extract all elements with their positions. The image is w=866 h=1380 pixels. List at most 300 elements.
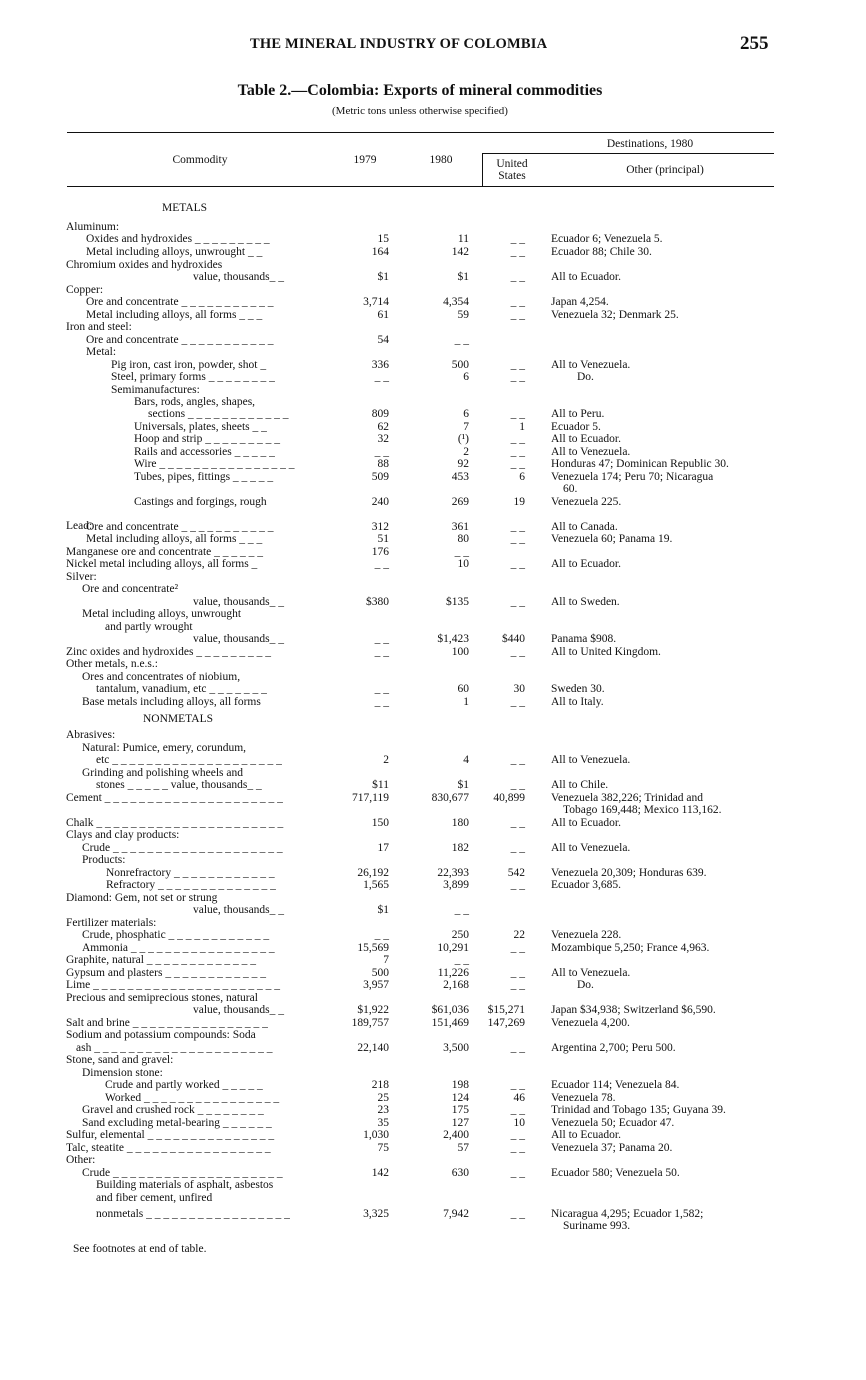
column-header-other-principal: Other (principal) [626,164,704,176]
value-1980: 182 [451,842,469,854]
value-1979: 75 [377,1142,389,1154]
value-1979: 312 [371,521,389,533]
commodity-label: Crude and partly worked _ _ _ _ _ [105,1079,263,1091]
value-1979: 164 [371,246,389,258]
value-1979: 500 [371,967,389,979]
value-united-states: _ _ [510,558,525,570]
value-other-destinations: All to Sweden. [551,596,620,608]
table-row [0,929,866,942]
table-row [0,633,866,646]
table-row [0,754,866,767]
value-1979: 26,192 [357,867,389,879]
value-other-destinations: Ecuador 580; Venezuela 50. [551,1167,680,1179]
value-1979: _ _ [374,683,389,695]
commodity-label: value, thousands_ _ [193,1004,285,1016]
value-1980: 10,291 [437,942,469,954]
value-1980: 10 [457,558,469,570]
value-1980: _ _ [454,904,469,916]
table-row [0,433,866,446]
value-united-states: 6 [519,471,525,483]
value-united-states: _ _ [510,371,525,383]
commodity-label: Sulfur, elemental _ _ _ _ _ _ _ _ _ _ _ _ _ _ _ [66,1129,275,1141]
commodity-label: Zinc oxides and hydroxides _ _ _ _ _ _ _ _ _ [66,646,272,658]
value-1979: 717,119 [352,792,389,804]
column-header-commodity: Commodity [172,154,228,166]
value-other-destinations: All to Venezuela. [551,754,631,766]
commodity-label: ash _ _ _ _ _ _ _ _ _ _ _ _ _ _ _ _ _ _ _ _ _ [76,1042,273,1054]
value-other-destinations: Sweden 30. [551,683,605,695]
commodity-label: Universals, plates, sheets _ _ [134,421,267,433]
value-1980: 4,354 [443,296,469,308]
commodity-label: Semimanufactures: [111,384,200,396]
commodity-label: Lead: [66,520,93,532]
commodity-label: Chalk _ _ _ _ _ _ _ _ _ _ _ _ _ _ _ _ _ _ _ _ _ _ [66,817,284,829]
commodity-label: stones _ _ _ _ _ value, thousands_ _ [96,779,262,791]
table-row [0,246,866,259]
table-row [0,558,866,571]
commodity-label: Crude _ _ _ _ _ _ _ _ _ _ _ _ _ _ _ _ _ _ _ _ [82,842,283,854]
value-other-destinations: All to Italy. [551,696,604,708]
value-united-states: _ _ [510,696,525,708]
value-other-destinations: Venezuela 60; Panama 19. [551,533,673,545]
value-1980: _ _ [454,954,469,966]
value-1980: 361 [451,521,469,533]
value-united-states: 19 [513,496,525,508]
value-united-states: 147,269 [487,1017,525,1029]
value-other-destinations: Venezuela 225. [551,496,622,508]
commodity-label: Castings and forgings, rough [134,496,267,508]
commodity-label: Ores and concentrates of niobium, [82,671,241,683]
commodity-label: Wire _ _ _ _ _ _ _ _ _ _ _ _ _ _ _ _ [134,458,295,470]
value-1979: 61 [377,309,389,321]
table-row [0,1220,866,1233]
commodity-label: Metal including alloys, all forms _ _ _ [86,309,263,321]
table-row [0,458,866,471]
table-row [0,1029,866,1042]
value-other-destinations: Venezuela 382,226; Trinidad and [551,792,704,804]
value-other-destinations: All to Ecuador. [551,271,621,283]
commodity-label: Ore and concentrate _ _ _ _ _ _ _ _ _ _ _ [86,521,274,533]
commodity-label: Base metals including alloys, all forms [82,696,261,708]
commodity-label: Stone, sand and gravel: [66,1054,174,1066]
value-united-states: _ _ [510,271,525,283]
value-1979: 218 [371,1079,389,1091]
value-other-destinations: All to Ecuador. [551,817,621,829]
value-united-states: 30 [513,683,525,695]
commodity-label: Other metals, n.e.s.: [66,658,158,670]
value-united-states: 1 [519,421,525,433]
value-1979: 7 [383,954,389,966]
commodity-label: value, thousands_ _ [193,271,285,283]
value-united-states: _ _ [510,779,525,791]
running-head: THE MINERAL INDUSTRY OF COLOMBIA [250,36,548,52]
commodity-label: Worked _ _ _ _ _ _ _ _ _ _ _ _ _ _ _ _ [105,1092,280,1104]
value-1980: 22,393 [437,867,469,879]
table-row [0,829,866,842]
commodity-label: Salt and brine _ _ _ _ _ _ _ _ _ _ _ _ _ _ _ _ [66,1017,268,1029]
value-1979: 3,957 [363,979,389,991]
commodity-label: tantalum, vanadium, etc _ _ _ _ _ _ _ [96,683,267,695]
commodity-label: Ore and concentrate² [82,583,179,595]
column-header-destinations: Destinations, 1980 [606,138,694,150]
commodity-label: Building materials of asphalt, asbestos [96,1179,274,1191]
table-row [0,658,866,671]
commodity-label: Diamond: Gem, not set or strung [66,892,218,904]
value-1980: $61,036 [431,1004,469,1016]
commodity-label: Gypsum and plasters _ _ _ _ _ _ _ _ _ _ _ _ [66,967,266,979]
value-1979: 51 [377,533,389,545]
value-1979: 22,140 [357,1042,389,1054]
table-row [0,1104,866,1117]
commodity-label: Metal: [86,346,117,358]
value-1980: 11,226 [437,967,469,979]
value-1979: _ _ [374,696,389,708]
value-united-states: _ _ [510,1104,525,1116]
value-united-states: _ _ [510,967,525,979]
column-header-united-states [484,158,540,182]
table-row [0,854,866,867]
value-united-states: _ _ [510,596,525,608]
value-united-states: _ _ [510,1142,525,1154]
value-1979: 1,565 [363,879,389,891]
commodity-label: Tubes, pipes, fittings _ _ _ _ _ [134,471,274,483]
table-row [0,1179,866,1192]
value-united-states: _ _ [510,458,525,470]
value-other-destinations: Do. [577,979,594,991]
table-title: Table 2.—Colombia: Exports of mineral commodities [237,82,603,99]
value-1980: 830,677 [431,792,469,804]
value-united-states: _ _ [510,533,525,545]
value-united-states: _ _ [510,521,525,533]
commodity-label: and partly wrought [105,621,193,633]
value-other-destinations: Do. [577,371,594,383]
commodity-label: Talc, steatite _ _ _ _ _ _ _ _ _ _ _ _ _ _ _ _ _ [66,1142,271,1154]
value-1979: 54 [377,334,389,346]
value-united-states: _ _ [510,754,525,766]
value-other-destinations: Suriname 993. [563,1220,631,1232]
table-row [0,683,866,696]
value-united-states: _ _ [510,233,525,245]
commodity-label: Bars, rods, angles, shapes, [134,396,256,408]
value-1979: 3,325 [363,1208,389,1220]
value-1979: 23 [377,1104,389,1116]
value-united-states: _ _ [510,1042,525,1054]
value-1979: 35 [377,1117,389,1129]
value-1980: 3,500 [443,1042,469,1054]
table-row [0,583,866,596]
value-1979: $1 [377,271,389,283]
value-1979: 2 [383,754,389,766]
value-united-states: _ _ [510,646,525,658]
value-other-destinations: Ecuador 5. [551,421,601,433]
value-1980: 57 [457,1142,469,1154]
table-row [0,729,866,742]
value-united-states: 22 [513,929,525,941]
value-1980: _ _ [454,546,469,558]
table-row [0,879,866,892]
commodity-label: Pig iron, cast iron, powder, shot _ [111,359,267,371]
table-row [0,321,866,334]
column-header-united-states-line1: United [496,158,528,170]
value-1979: _ _ [374,446,389,458]
commodity-label: Oxides and hydroxides _ _ _ _ _ _ _ _ _ [86,233,270,245]
table-row [0,979,866,992]
commodity-label: Copper: [66,284,104,296]
value-other-destinations: Venezuela 228. [551,929,622,941]
value-1980: 6 [463,408,469,420]
value-united-states: _ _ [510,1208,525,1220]
value-1980: 151,469 [431,1017,469,1029]
value-united-states: _ _ [510,408,525,420]
value-other-destinations: All to Venezuela. [551,446,631,458]
commodity-label: sections _ _ _ _ _ _ _ _ _ _ _ _ [148,408,289,420]
commodity-label: Ore and concentrate _ _ _ _ _ _ _ _ _ _ _ [86,334,274,346]
table-row [0,1129,866,1142]
commodity-label: Lime _ _ _ _ _ _ _ _ _ _ _ _ _ _ _ _ _ _ _ _ _ _ [66,979,281,991]
commodity-label: nonmetals _ _ _ _ _ _ _ _ _ _ _ _ _ _ _ _ _ [96,1208,290,1220]
value-other-destinations: Venezuela 32; Denmark 25. [551,309,679,321]
commodity-label: Ore and concentrate _ _ _ _ _ _ _ _ _ _ _ [86,296,274,308]
commodity-label: Silver: [66,571,97,583]
table-row [0,1079,866,1092]
united-states-column-divider [482,154,483,186]
value-1979: 809 [371,408,389,420]
table-row [0,296,866,309]
table-row [0,904,866,917]
value-united-states: _ _ [510,359,525,371]
table-row [0,496,866,509]
value-other-destinations: Japan 4,254. [551,296,609,308]
value-other-destinations: Honduras 47; Dominican Republic 30. [551,458,729,470]
value-united-states: _ _ [510,942,525,954]
value-other-destinations: 60. [563,483,578,495]
value-1980: $135 [446,596,469,608]
value-other-destinations: Venezuela 20,309; Honduras 639. [551,867,707,879]
commodity-label: value, thousands_ _ [193,633,285,645]
value-1980: 92 [457,458,469,470]
value-1980: 127 [451,1117,469,1129]
commodity-label: Natural: Pumice, emery, corundum, [82,742,247,754]
commodity-label: and fiber cement, unfired [96,1192,213,1204]
commodity-label: value, thousands_ _ [193,904,285,916]
value-united-states: _ _ [510,309,525,321]
value-1980: _ _ [454,334,469,346]
commodity-label: Sand excluding metal-bearing _ _ _ _ _ _ [82,1117,272,1129]
value-1980: 250 [451,929,469,941]
value-1980: 198 [451,1079,469,1091]
table-row [0,483,866,496]
value-united-states: $15,271 [487,1004,525,1016]
value-1980: 175 [451,1104,469,1116]
value-other-destinations: Nicaragua 4,295; Ecuador 1,582; [551,1208,704,1220]
value-1980: $1 [457,779,469,791]
value-1979: $11 [372,779,389,791]
value-other-destinations: Venezuela 4,200. [551,1017,630,1029]
value-1980: $1 [457,271,469,283]
header-bottom-rule [67,186,774,187]
commodity-label: Aluminum: [66,221,120,233]
commodity-label: Chromium oxides and hydroxides [66,259,223,271]
value-other-destinations: Trinidad and Tobago 135; Guyana 39. [551,1104,726,1116]
commodity-label: Products: [82,854,126,866]
value-other-destinations: Ecuador 88; Chile 30. [551,246,652,258]
value-1979: _ _ [374,929,389,941]
value-1979: 3,714 [363,296,389,308]
commodity-label: Precious and semiprecious stones, natural [66,992,258,1004]
value-other-destinations: All to Venezuela. [551,967,631,979]
table-top-rule [67,132,774,133]
table-row [0,371,866,384]
column-header-united-states-line2: States [498,170,526,182]
value-1980: 6 [463,371,469,383]
value-other-destinations: Ecuador 3,685. [551,879,621,891]
value-1979: 142 [371,1167,389,1179]
value-other-destinations: Japan $34,938; Switzerland $6,590. [551,1004,716,1016]
value-other-destinations: Ecuador 6; Venezuela 5. [551,233,663,245]
table-row [0,696,866,709]
value-1980: $1,423 [437,633,469,645]
value-other-destinations: All to United Kingdom. [551,646,661,658]
commodity-label: Iron and steel: [66,321,132,333]
value-united-states: _ _ [510,446,525,458]
value-1980: 4 [463,754,469,766]
value-1980: 80 [457,533,469,545]
value-1980: 59 [457,309,469,321]
commodity-label: Refractory _ _ _ _ _ _ _ _ _ _ _ _ _ _ [106,879,276,891]
table-row [0,233,866,246]
value-1980: 11 [457,233,469,245]
commodity-label: Grinding and polishing wheels and [82,767,243,779]
commodity-label: Other: [66,1154,96,1166]
value-1979: 509 [371,471,389,483]
value-other-destinations: All to Ecuador. [551,1129,621,1141]
value-united-states: _ _ [510,1129,525,1141]
table-row [0,271,866,284]
value-1980: 180 [451,817,469,829]
value-1980: 453 [451,471,469,483]
value-1980: 269 [451,496,469,508]
value-united-states: 542 [507,867,525,879]
table-row [0,608,866,621]
commodity-label: Sodium and potassium compounds: Soda [66,1029,256,1041]
value-1979: 62 [377,421,389,433]
commodity-label: Metal including alloys, all forms _ _ _ [86,533,263,545]
value-1980: 100 [451,646,469,658]
value-other-destinations: All to Ecuador. [551,433,621,445]
value-1979: 32 [377,433,389,445]
value-other-destinations: Venezuela 174; Peru 70; Nicaragua [551,471,714,483]
value-1980: 124 [451,1092,469,1104]
table-row [0,954,866,967]
value-1980: 7 [463,421,469,433]
value-other-destinations: Venezuela 50; Ecuador 47. [551,1117,675,1129]
value-united-states: 40,899 [493,792,525,804]
value-united-states: _ _ [510,979,525,991]
value-1979: 25 [377,1092,389,1104]
commodity-label: Nonrefractory _ _ _ _ _ _ _ _ _ _ _ _ [106,867,275,879]
value-1980: 630 [451,1167,469,1179]
value-other-destinations: All to Venezuela. [551,842,631,854]
value-1980: 60 [457,683,469,695]
value-united-states: _ _ [510,246,525,258]
value-1979: $380 [366,596,389,608]
section-heading-metals: METALS [162,202,208,214]
section-heading-nonmetals: NONMETALS [143,713,213,725]
value-1979: 240 [371,496,389,508]
table-row [0,346,866,359]
value-1979: 15,569 [357,942,389,954]
value-1979: $1,922 [357,1004,389,1016]
value-1979: $1 [377,904,389,916]
value-united-states: _ _ [510,1079,525,1091]
value-1979: _ _ [374,558,389,570]
commodity-label: Dimension stone: [82,1067,163,1079]
value-united-states: _ _ [510,433,525,445]
footnote-reference: See footnotes at end of table. [73,1243,207,1255]
value-1980: 500 [451,359,469,371]
commodity-label: Steel, primary forms _ _ _ _ _ _ _ _ [111,371,275,383]
commodity-label: Manganese ore and concentrate _ _ _ _ _ _ [66,546,264,558]
commodity-label: Hoop and strip _ _ _ _ _ _ _ _ _ [134,433,280,445]
value-other-destinations: All to Canada. [551,521,618,533]
commodity-label: value, thousands_ _ [193,596,285,608]
value-1979: _ _ [374,371,389,383]
value-united-states: _ _ [510,296,525,308]
commodity-label: etc _ _ _ _ _ _ _ _ _ _ _ _ _ _ _ _ _ _ _ _ [96,754,282,766]
value-1979: _ _ [374,633,389,645]
value-other-destinations: Mozambique 5,250; France 4,963. [551,942,710,954]
table-row [0,1054,866,1067]
value-1980: 2,168 [443,979,469,991]
value-1980: 2 [463,446,469,458]
table-row [0,533,866,546]
value-1979: 88 [377,458,389,470]
value-other-destinations: Panama $908. [551,633,617,645]
value-1980: (¹) [457,433,469,445]
value-1979: 15 [377,233,389,245]
value-other-destinations: All to Chile. [551,779,609,791]
value-other-destinations: Ecuador 114; Venezuela 84. [551,1079,680,1091]
commodity-label: Rails and accessories _ _ _ _ _ [134,446,275,458]
table-row [0,804,866,817]
value-united-states: $440 [502,633,525,645]
value-1980: 142 [451,246,469,258]
commodity-label: Crude _ _ _ _ _ _ _ _ _ _ _ _ _ _ _ _ _ _ _ _ [82,1167,283,1179]
value-other-destinations: Tobago 169,448; Mexico 113,162. [563,804,722,816]
commodity-label: Nickel metal including alloys, all forms _ [66,558,258,570]
value-1980: 2,400 [443,1129,469,1141]
table-row [0,1004,866,1017]
table-subtitle: (Metric tons unless otherwise specified) [332,105,508,117]
commodity-label: Metal including alloys, unwrought [82,608,242,620]
destinations-rule [482,153,774,154]
table-row [0,1192,866,1205]
value-united-states: _ _ [510,842,525,854]
table-row [0,779,866,792]
table-row [0,408,866,421]
value-1979: 189,757 [351,1017,389,1029]
value-1980: 1 [463,696,469,708]
commodity-label: Clays and clay products: [66,829,180,841]
commodity-label: Cement _ _ _ _ _ _ _ _ _ _ _ _ _ _ _ _ _ _ _ _ _ [66,792,283,804]
value-united-states: _ _ [510,1167,525,1179]
value-other-destinations: All to Venezuela. [551,359,631,371]
page-number: 255 [740,33,769,54]
column-header-1980: 1980 [429,154,453,166]
value-1979: 336 [371,359,389,371]
commodity-label: Abrasives: [66,729,116,741]
value-united-states: 10 [513,1117,525,1129]
